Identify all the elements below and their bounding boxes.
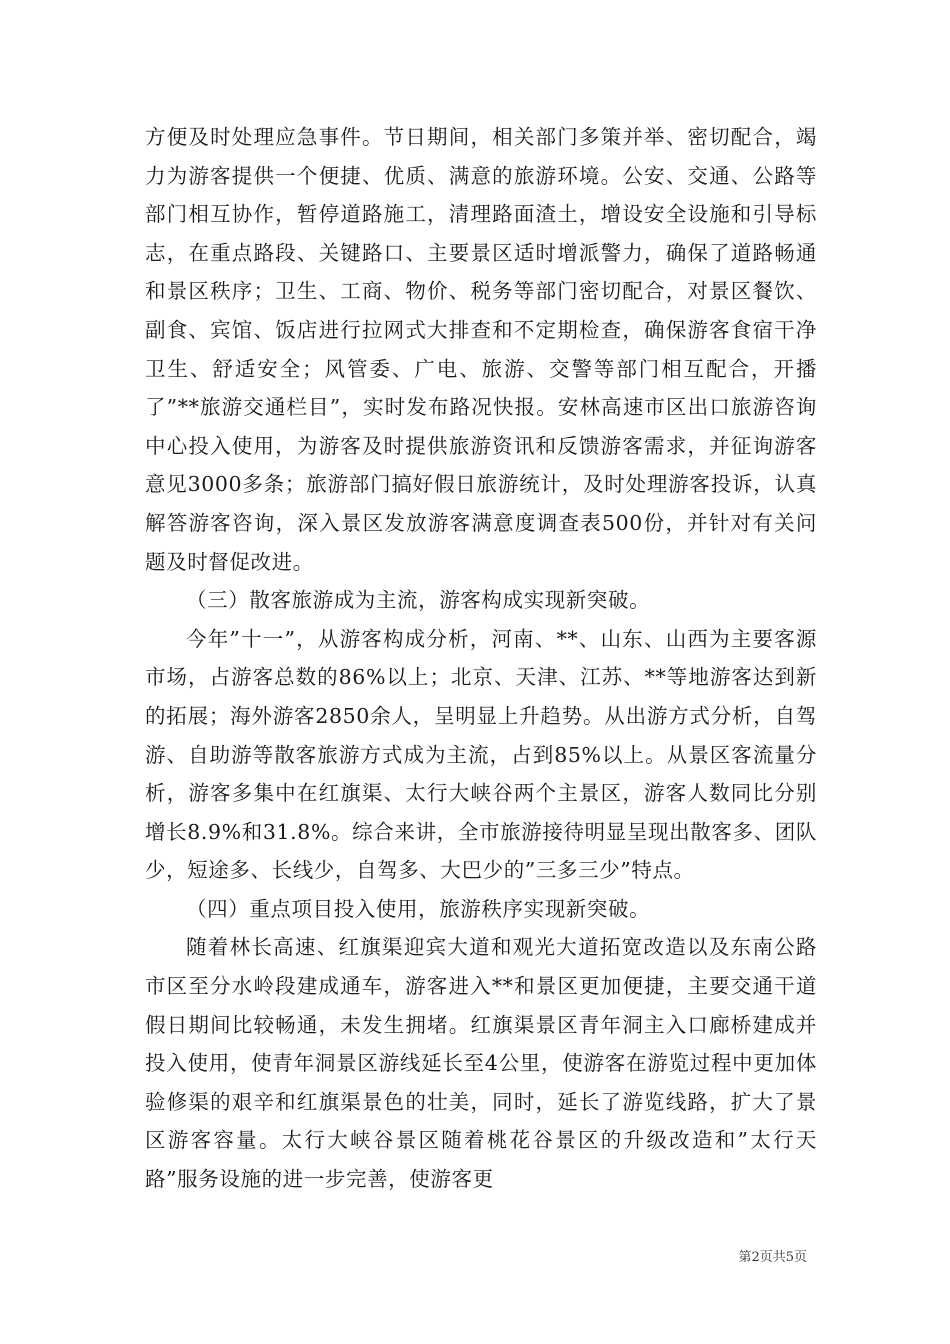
section-heading-four: （四）重点项目投入使用，旅游秩序实现新突破。 bbox=[186, 896, 651, 921]
section-heading-three: （三）散客旅游成为主流，游客构成实现新突破。 bbox=[186, 588, 651, 613]
paragraph-key-projects: 随着林长高速、红旗渠迎宾大道和观光大道拓宽改造以及东南公路市区至分水岭段建成通车，游客进入**和景区更加便捷，主要交通干道假日期间比较畅通，未发生拥堵。红旗渠景区青年洞主入口廊桥建成并投入使用，使青年洞景区游线延长至4公里，使游客在游览过程中更加体验修渠的艰辛和红旗渠景色的壮美，同时，延长了游览线路，扩大了景区游客容量。太行大峡谷景区随着桃花谷景区的升级改造和”太行天路”服务设施的进一步完善，使游客更 bbox=[145, 935, 817, 1192]
document-body bbox=[145, 118, 817, 1199]
paragraph-visitor-composition: 今年”十一”，从游客构成分析，河南、**、山东、山西为主要客源市场，占游客总数的86%以上；北京、天津、江苏、**等地游客达到新的拓展；海外游客2850余人，呈明显上升趋势。从出游方式分析，自驾游、自助游等散客旅游方式成为主流，占到85%以上。从景区客流量分析，游客多集中在红旗渠、太行大峡谷两个主景区，游客人数同比分别增长8.9%和31.8%。综合来讲，全市旅游接待明显呈现出散客多、团队少，短途多、长线少，自驾多、大巴少的”三多三少”特点。 bbox=[145, 626, 817, 883]
page-number-footer: 第2页共5页 bbox=[738, 1250, 807, 1265]
paragraph-continuation: 方便及时处理应急事件。节日期间，相关部门多策并举、密切配合，竭力为游客提供一个便捷、优质、满意的旅游环境。公安、交通、公路等部门相互协作，暂停道路施工，清理路面渣土，增设安全设施和引导标志，在重点路段、关键路口、主要景区适时增派警力，确保了道路畅通和景区秩序；卫生、工商、物价、税务等部门密切配合，对景区餐饮、副食、宾馆、饭店进行拉网式大排查和不定期检查，确保游客食宿干净卫生、舒适安全；风管委、广电、旅游、交警等部门相互配合，开播了”**旅游交通栏目”，实时发布路况快报。安林高速市区出口旅游咨询中心投入使用，为游客及时提供旅游资讯和反馈游客需求，并征询游客意见3000多条；旅游部门搞好假日旅游统计，及时处理游客投诉，认真解答游客咨询，深入景区发放游客满意度调查表500份，并针对有关问题及时督促改进。 bbox=[145, 125, 817, 574]
